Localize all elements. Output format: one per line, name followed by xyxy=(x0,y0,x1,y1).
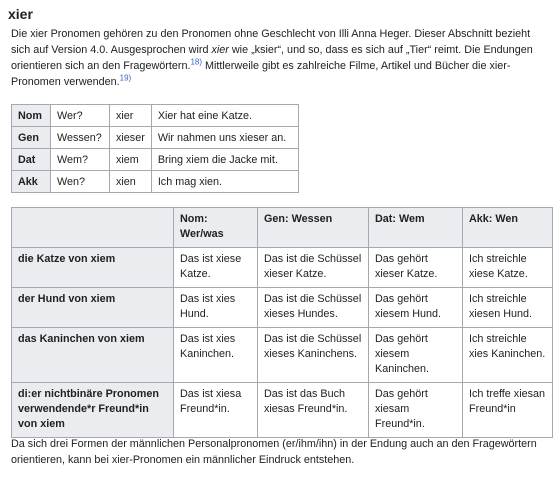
intro-text-3: Mittlerweile gibt es zahlreiche Filme, Artikel und Bücher die xier-Pronomen verwenden. xyxy=(11,60,511,88)
case-pronoun: xiem xyxy=(110,149,152,171)
table-cell: Das ist die Schüssel xieses Hundes. xyxy=(258,288,369,328)
intro-text-2: wie „ksier“, und so, dass es sich auf „Tier“ reimt. Die Endungen orientieren sich an den Fragewörtern. xyxy=(11,44,533,72)
table-cell: Ich streichle xiese Katze. xyxy=(463,248,553,288)
table-cell: Das ist xies Kaninchen. xyxy=(174,328,258,383)
table-row xyxy=(12,288,553,328)
case-pronoun: xieser xyxy=(110,127,152,149)
intro-emphasis: xier xyxy=(211,44,229,56)
table-cell: Ich streichle xies Kaninchen. xyxy=(463,328,553,383)
section-heading: xier xyxy=(8,6,33,22)
table-row xyxy=(12,105,299,127)
table-row xyxy=(12,248,553,288)
table-cell: Ich treffe xiesan Freund*in xyxy=(463,383,553,438)
case-label: Akk xyxy=(12,171,51,193)
table-cell: Das gehört xieser Katze. xyxy=(369,248,463,288)
footnote-link-19[interactable]: 19) xyxy=(119,73,132,83)
case-question: Wessen? xyxy=(51,127,110,149)
table-cell: Das gehört xiesem Kaninchen. xyxy=(369,328,463,383)
case-example: Ich mag xien. xyxy=(151,171,298,193)
row-header: das Kaninchen von xiem xyxy=(12,328,174,383)
column-header-dat: Dat: Wem xyxy=(369,208,463,248)
row-header: der Hund von xiem xyxy=(12,288,174,328)
table-cell: Das ist xiese Katze. xyxy=(174,248,258,288)
case-label: Dat xyxy=(12,149,51,171)
table-row xyxy=(12,328,553,383)
intro-paragraph xyxy=(11,26,551,90)
case-label: Gen xyxy=(12,127,51,149)
table-cell: Ich streichle xiesen Hund. xyxy=(463,288,553,328)
case-example: Bring xiem die Jacke mit. xyxy=(151,149,298,171)
intro-text-1: Die xier Pronomen gehören zu den Pronomen ohne Geschlecht von Illi Anna Heger. Dieser Abschnitt bezieht sich auf Version 4.0. Ausgesprochen wird xyxy=(11,28,531,56)
table-cell: Das ist das Buch xiesas Freund*in. xyxy=(258,383,369,438)
table-cell: Das ist xies Hund. xyxy=(174,288,258,328)
table-cell: Das ist die Schüssel xieses Kaninchens. xyxy=(258,328,369,383)
table-cell: Das ist xiesa Freund*in. xyxy=(174,383,258,438)
case-question: Wem? xyxy=(51,149,110,171)
outro-paragraph: Da sich drei Formen der männlichen Personalpronomen (er/ihm/ihn) in der Endung auch an den Fragewörtern orientieren, kann bei xier-Pronomen ein männlicher Eindruck entstehen. xyxy=(11,438,537,466)
table-row xyxy=(12,383,553,438)
case-label: Nom xyxy=(12,105,51,127)
case-example: Wir nahmen uns xieser an. xyxy=(151,127,298,149)
table-row xyxy=(12,171,299,193)
column-header-gen: Gen: Wessen xyxy=(258,208,369,248)
case-question: Wer? xyxy=(51,105,110,127)
table-row xyxy=(12,127,299,149)
table-header-row xyxy=(12,208,553,248)
row-header: die Katze von xiem xyxy=(12,248,174,288)
footnote-link-18[interactable]: 18) xyxy=(190,57,203,67)
examples-table xyxy=(11,207,553,438)
case-table xyxy=(11,104,299,193)
case-pronoun: xien xyxy=(110,171,152,193)
table-cell: Das gehört xiesam Freund*in. xyxy=(369,383,463,438)
column-header-nom: Nom: Wer/was xyxy=(174,208,258,248)
case-pronoun: xier xyxy=(110,105,152,127)
column-header-empty xyxy=(12,208,174,248)
case-question: Wen? xyxy=(51,171,110,193)
table-cell: Das gehört xiesem Hund. xyxy=(369,288,463,328)
row-header: di:er nichtbinäre Pronomen verwendende*r Freund*in von xiem xyxy=(12,383,174,438)
table-row xyxy=(12,149,299,171)
case-example: Xier hat eine Katze. xyxy=(151,105,298,127)
column-header-akk: Akk: Wen xyxy=(463,208,553,248)
table-cell: Das ist die Schüssel xieser Katze. xyxy=(258,248,369,288)
